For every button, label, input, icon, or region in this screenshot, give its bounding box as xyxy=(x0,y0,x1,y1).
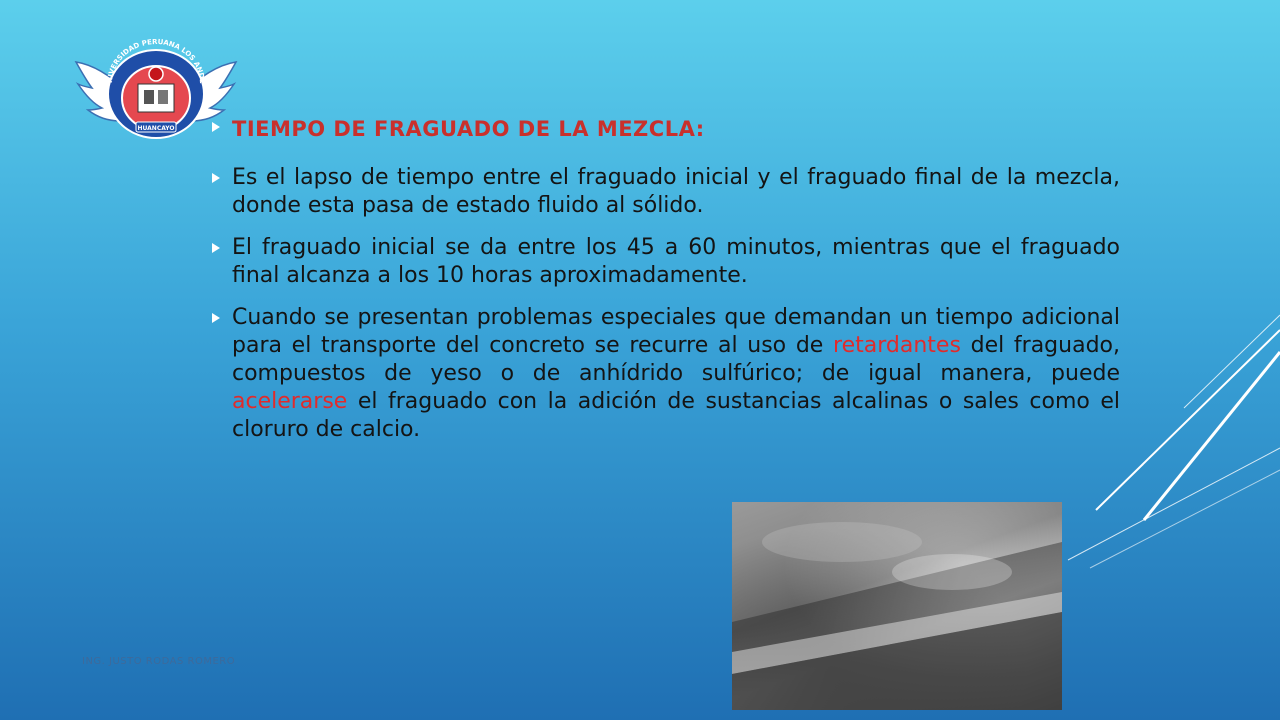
paragraph-segment: Cuando se presentan problemas especiales que demandan un tiempo adicional para el transporte del concreto se recurre al uso de xyxy=(232,305,1120,358)
arrow-bullet-icon xyxy=(212,313,220,323)
svg-text:HUANCAYO: HUANCAYO xyxy=(137,125,175,132)
bullet-paragraph-3 xyxy=(212,304,1120,444)
slide-content xyxy=(212,108,1120,444)
arrow-bullet-icon xyxy=(212,122,220,132)
arrow-bullet-icon xyxy=(212,243,220,253)
concrete-slab-photo xyxy=(732,502,1062,710)
slide-title: TIEMPO DE FRAGUADO DE LA MEZCLA: xyxy=(232,117,705,141)
title-bullet xyxy=(212,108,1120,150)
highlight-retardantes: retardantes xyxy=(833,333,961,358)
arrow-bullet-icon xyxy=(212,173,220,183)
highlight-acelerarse: acelerarse xyxy=(232,389,348,414)
paragraph-segment: el fraguado con la adición de sustancias alcalinas o sales como el cloruro de calcio. xyxy=(232,389,1120,442)
svg-text:UNIVERSIDAD PERUANA LOS ANDES: NIVERSIDAD PERUANA LOS ANDE xyxy=(105,37,207,84)
paragraph-text xyxy=(232,304,1120,444)
bullet-paragraph-2 xyxy=(212,234,1120,290)
paragraph-segment: del fraguado, compuestos de yeso o de anhídrido sulfúrico; de igual manera, puede xyxy=(232,333,1120,386)
footer-author: ING. JUSTO RODAS ROMERO xyxy=(82,656,236,667)
paragraph-text: Es el lapso de tiempo entre el fraguado inicial y el fraguado final de la mezcla, donde esta pasa de estado fluido al sólido. xyxy=(232,165,1120,218)
paragraph-text: El fraguado inicial se da entre los 45 a 60 minutos, mientras que el fraguado final alcanza a los 10 horas aproximadamente. xyxy=(232,235,1120,288)
bullet-paragraph-1 xyxy=(212,164,1120,220)
